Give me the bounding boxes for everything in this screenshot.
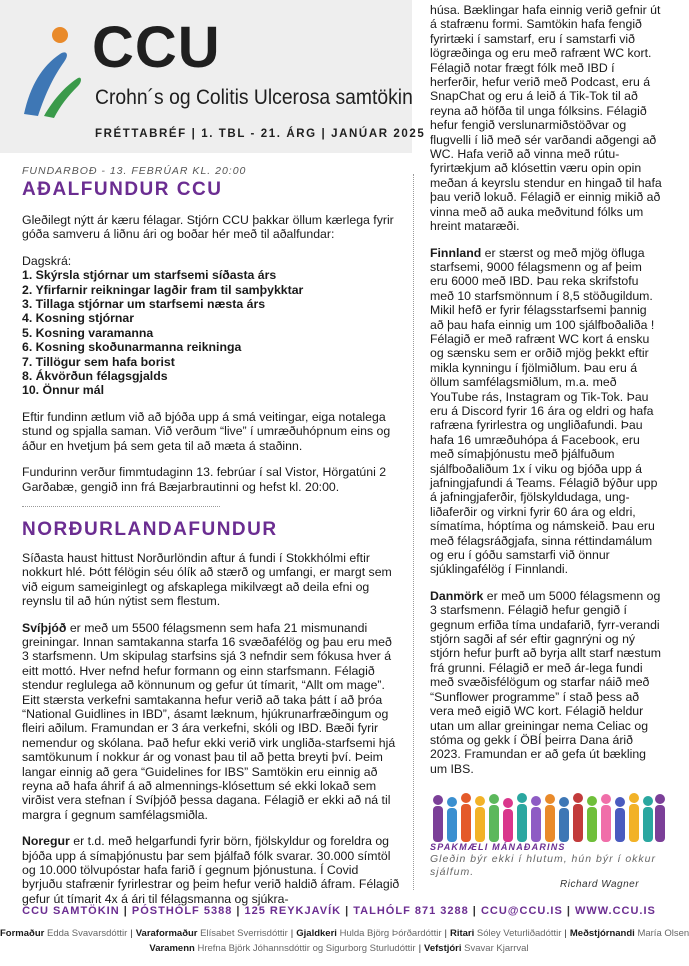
- board-role: Vefstjóri: [424, 943, 462, 954]
- agenda-item: 7. Tillögur sem hafa borist: [22, 354, 175, 369]
- silhouette-group: [433, 793, 665, 842]
- footer-separator: |: [566, 905, 575, 917]
- footer-web-link[interactable]: WWW.CCU.IS: [574, 905, 656, 917]
- footer-phone: TALHÓLF 871 3288: [353, 905, 469, 917]
- footer-separator: |: [130, 928, 133, 939]
- board-member: Hulda Björg Þórðardóttir: [339, 928, 442, 939]
- agenda-item: 5. Kosning varamanna: [22, 325, 154, 340]
- quote-title: SPAKMÆLI MÁNAÐARINS: [430, 842, 566, 852]
- meeting-kicker: FUNDARBOÐ - 13. FEBRÚAR KL. 20:00: [22, 165, 247, 177]
- footer-separator: |: [236, 905, 245, 917]
- quote-text: Gleðin býr ekki í hlutum, hún býr í okkur sjálfum.: [430, 853, 656, 878]
- country-name-finland: Finnland: [430, 245, 482, 260]
- agenda-item: 2. Yfirfarnir reikningar lagðir fram til samþykktar: [22, 282, 304, 297]
- country-name-denmark: Danmörk: [430, 588, 484, 603]
- agenda-item: 4. Kosning stjórnar: [22, 311, 135, 326]
- footer-org: CCU SAMTÖKIN: [22, 905, 120, 917]
- denmark-text: er með um 5000 félagsmenn og 3 starfsmenn. Félagið hefur gengið í gegnum erfiða tíma undafarið, fyrr-verandi stjórn sagði af sér eftir gagnrýni og ný stjórn hefur þurft að byrja allt starf næstum frá grunni. Félagið er með ár-lega fundi með svæðisfélögum og starfar náið með “Sunflower programme” í stað þess að vera með eigið WC kort. Félagið heldur utan um allar greiningar nema Celiac og stóma og gekk í ÖBÍ þeirra Dana árið 2023. Framundan er að gefa út bækling um IBS.: [430, 588, 662, 776]
- board-member: Elísabet Sverrisdóttir: [200, 928, 288, 939]
- board-role: Varamenn: [149, 943, 195, 954]
- footer-separator: |: [123, 905, 132, 917]
- norway-paragraph: [22, 834, 400, 906]
- country-name-sweden: Svíþjóð: [22, 620, 67, 635]
- board-member: Hrefna Björk Jóhannsdóttir og Sigurborg Sturludóttir: [197, 943, 416, 954]
- board-member: Svavar Kjarrval: [464, 943, 529, 954]
- footer-board-line-2: [0, 943, 678, 955]
- footer-email-link[interactable]: CCU@CCU.IS: [480, 905, 563, 917]
- board-role: Formaður: [0, 928, 45, 939]
- board-role: Meðstjórnandi: [569, 928, 635, 939]
- footer-separator: |: [472, 905, 481, 917]
- footer-city: 125 REYKJAVÍK: [244, 905, 342, 917]
- agenda-label: Dagskrá:: [22, 253, 72, 268]
- logo-title: CCU: [92, 15, 221, 80]
- board-member: Edda Svavarsdóttir: [46, 928, 128, 939]
- ccu-logo-figure-icon: [20, 26, 82, 120]
- agm-intro: Gleðilegt nýtt ár kæru félagar. Stjórn CCU þakkar öllum kærlega fyrir góða samveru á liðnu ári og boðar hér með til aðalfundar:: [22, 213, 394, 242]
- column-divider: [413, 174, 414, 890]
- footer-pobox: PÓSTHÓLF 5388: [131, 905, 233, 917]
- issue-line: FRÉTTABRÉF | 1. TBL - 21. ÁRG | JANÚAR 2025: [95, 128, 426, 140]
- nordic-heading: NORÐURLANDAFUNDUR: [22, 518, 278, 540]
- people-silhouettes-icon: [430, 790, 666, 844]
- agenda-item: 3. Tillaga stjórnar um starfsemi næsta árs: [22, 297, 266, 312]
- agm-location-text: Fundurinn verður fimmtudaginn 13. febrúar í sal Vistor, Hörgatúni 2 Garðabæ, gengið inn frá Bæjarbrautinni og hefst kl. 20:00.: [22, 465, 387, 494]
- norway-text: er t.d. með helgarfundi fyrir börn, fjölskyldur og foreldra og bjóða upp á símaþjónustu þar sem þjálfað fólk svarar. 30.000 símtöl og 10.000 tölvupóstar hafa farið í gegnum þjónustuna. Í Covid byrjuðu stafrænir fyrirlestrar og þeim hefur verið haldið áfram. Félagið gefur út tímarit 4x á ári til félagsmanna og sjúkra-: [22, 834, 400, 906]
- left-column: [22, 165, 400, 906]
- finland-text: er stærst og með mjög öfluga starfsemi, 9000 félagsmenn og af þeim eru 6000 með IBD. Þau reka skrifstofu með 10 starfsmönnum í 8,5 stöðugildum. Mikil hefð er fyrir félagsstarfsemi þannig að þau hafa einnig um 100 sjálfboðaliða ! Félagið er með rafrænt WC kort á ensku og sænsku sem er orðið mjög þekkt eftir mikla kynningu í fjölmiðlum. Þau eru á öllum samfélagsmiðlum, m.a. með YouTube rás, Instagram og Tik-Tok. Þau eru á Discord fyrir 16 ára og eldri og hafa rafræna fyrirlestra og ungliðafundi. Þau hafa 16 umræðuhópa á Facebook, eru með símaþjónustu með þjálfuðum sjálfboðaliðum 1x í viku og bjóða upp á jafningjafundi á Teams. Félagið býður upp á jafningjaferðir, fjölskyldudaga, ung-liðaferðir og virkni fyrir 60 ára og eldri, símatíma, hóptíma og námskeið. Þau eru með félagsráðgjafa, sinna réttindamálum og eru í góðu samstarfi við önnur sjúklingafélög í Finnlandi.: [430, 245, 658, 577]
- sweden-paragraph: [22, 621, 400, 823]
- board-member: Sóley Veturliðadóttir: [476, 928, 562, 939]
- agm-heading: AÐALFUNDUR CCU: [22, 179, 223, 200]
- footer-separator: |: [290, 928, 294, 939]
- footer-separator: |: [564, 928, 567, 939]
- agenda-item: 6. Kosning skoðunarmanna reikninga: [22, 340, 242, 355]
- footer-contact-line: [0, 905, 678, 917]
- footer-separator: |: [444, 928, 447, 939]
- board-role: Ritari: [449, 928, 475, 939]
- footer-separator: |: [345, 905, 354, 917]
- norway-continued: húsa. Bæklingar hafa einnig verið gefnir út á stafrænu formi. Samtökin hafa fengið fyrirtæki í samstarf, eru í samstarfi við lögræðinga og eru með rafrænt WC kort. Félagið notar frægt fólk með IBD í herferðir, hefur verið með Podcast, eru á SnapChat og eru á leið á Tik-Tok til að reyna að höfða til unga fólksins. Félagið hefur fengið verslunarmiðstöðvar og flugvelli í lið með sér varðandi aðgengi að WC. Hafa verið að vinna með rútu-fyrirtækjum að klósettin væru opin opin meðan á keyrslu stendur en hingað til hafa þau verið lokuð. Félagið er einnig mikið að vinna með að auka meðvitund fólks um hreint mataræði.: [430, 3, 662, 234]
- agenda-item: 1. Skýrsla stjórnar um starfsemi síðasta árs: [22, 268, 277, 283]
- board-role: Varaformaður: [135, 928, 198, 939]
- sweden-text: er með um 5500 félagsmenn sem hafa 21 mismunandi greiningar. Innan samtakanna starfa 16 svæðafélög og þau eru með 3 starfsmenn. Um skipulag starfsins sjá 3 nefndir sem fókusa hver á eitt mottó. Hver nefnd hefur formann og einn starfsmann. Félagið stendur reglulega að könnunum og gefur út tímarit, “Allt om mage”. Eitt stærsta verkefni samtakanna hefur verið að taka þátt í að þróa “National Guidlines in IBD”, ásamt læknum, hjúkrunarfræðingum og fleiri aðilum. Framundan er 3 ára verkefni, skóli og IBD. Bæði fyrir nemendur og skólana. Það hefur ekki verið virk ungliða-starfsemi hjá samtökunum í nokkur ár og vonast þau til að þetta breyti því. Þeim langar einnig að gera “Guidelines for IBS” Samtökin eru einnig að reyna að hafa áhrif á að almennings-klósettum sé ekki lokað sem virðist vera stefnan í Svíþjóð þessa dagana. Félagið er ekki að ná til margra í gegnum samfélagsmiðla.: [22, 620, 396, 822]
- board-role: Gjaldkeri: [296, 928, 337, 939]
- finland-paragraph: [430, 246, 662, 577]
- agenda-list: [22, 268, 400, 398]
- denmark-paragraph: [430, 589, 662, 776]
- agenda-item: 8. Ákvörðun félagsgjalds: [22, 369, 168, 384]
- right-column: [430, 3, 662, 776]
- footer-separator: |: [418, 943, 422, 954]
- country-name-norway: Noregur: [22, 834, 70, 849]
- section-separator: [22, 506, 220, 507]
- agenda-item: 10. Önnur mál: [22, 383, 105, 398]
- footer-board-line: [0, 928, 689, 940]
- nordic-intro: Síðasta haust hittust Norðurlöndin aftur á fundi í Stokkhólmi eftir nokkurt hlé. Þótt félögin séu ólík að stærð og umfangi, er margt sem við eigum sameiginlegt og afskaplega mikilvægt að deila efni og reynslu til að hún nýtist sem flestum.: [22, 550, 392, 609]
- agm-after-text: Eftir fundinn ætlum við að bjóða upp á smá veitingar, eiga notalega stund og spjalla saman. Við verðum “live” í umræðuhópnum eins og áður en hvetjum þá sem geta til að mæta á staðinn.: [22, 409, 391, 453]
- board-member: María Olsen: [637, 928, 689, 939]
- quote-author: Richard Wagner: [560, 879, 640, 890]
- logo-subtitle: Crohn´s og Colitis Ulcerosa samtökin: [95, 86, 413, 109]
